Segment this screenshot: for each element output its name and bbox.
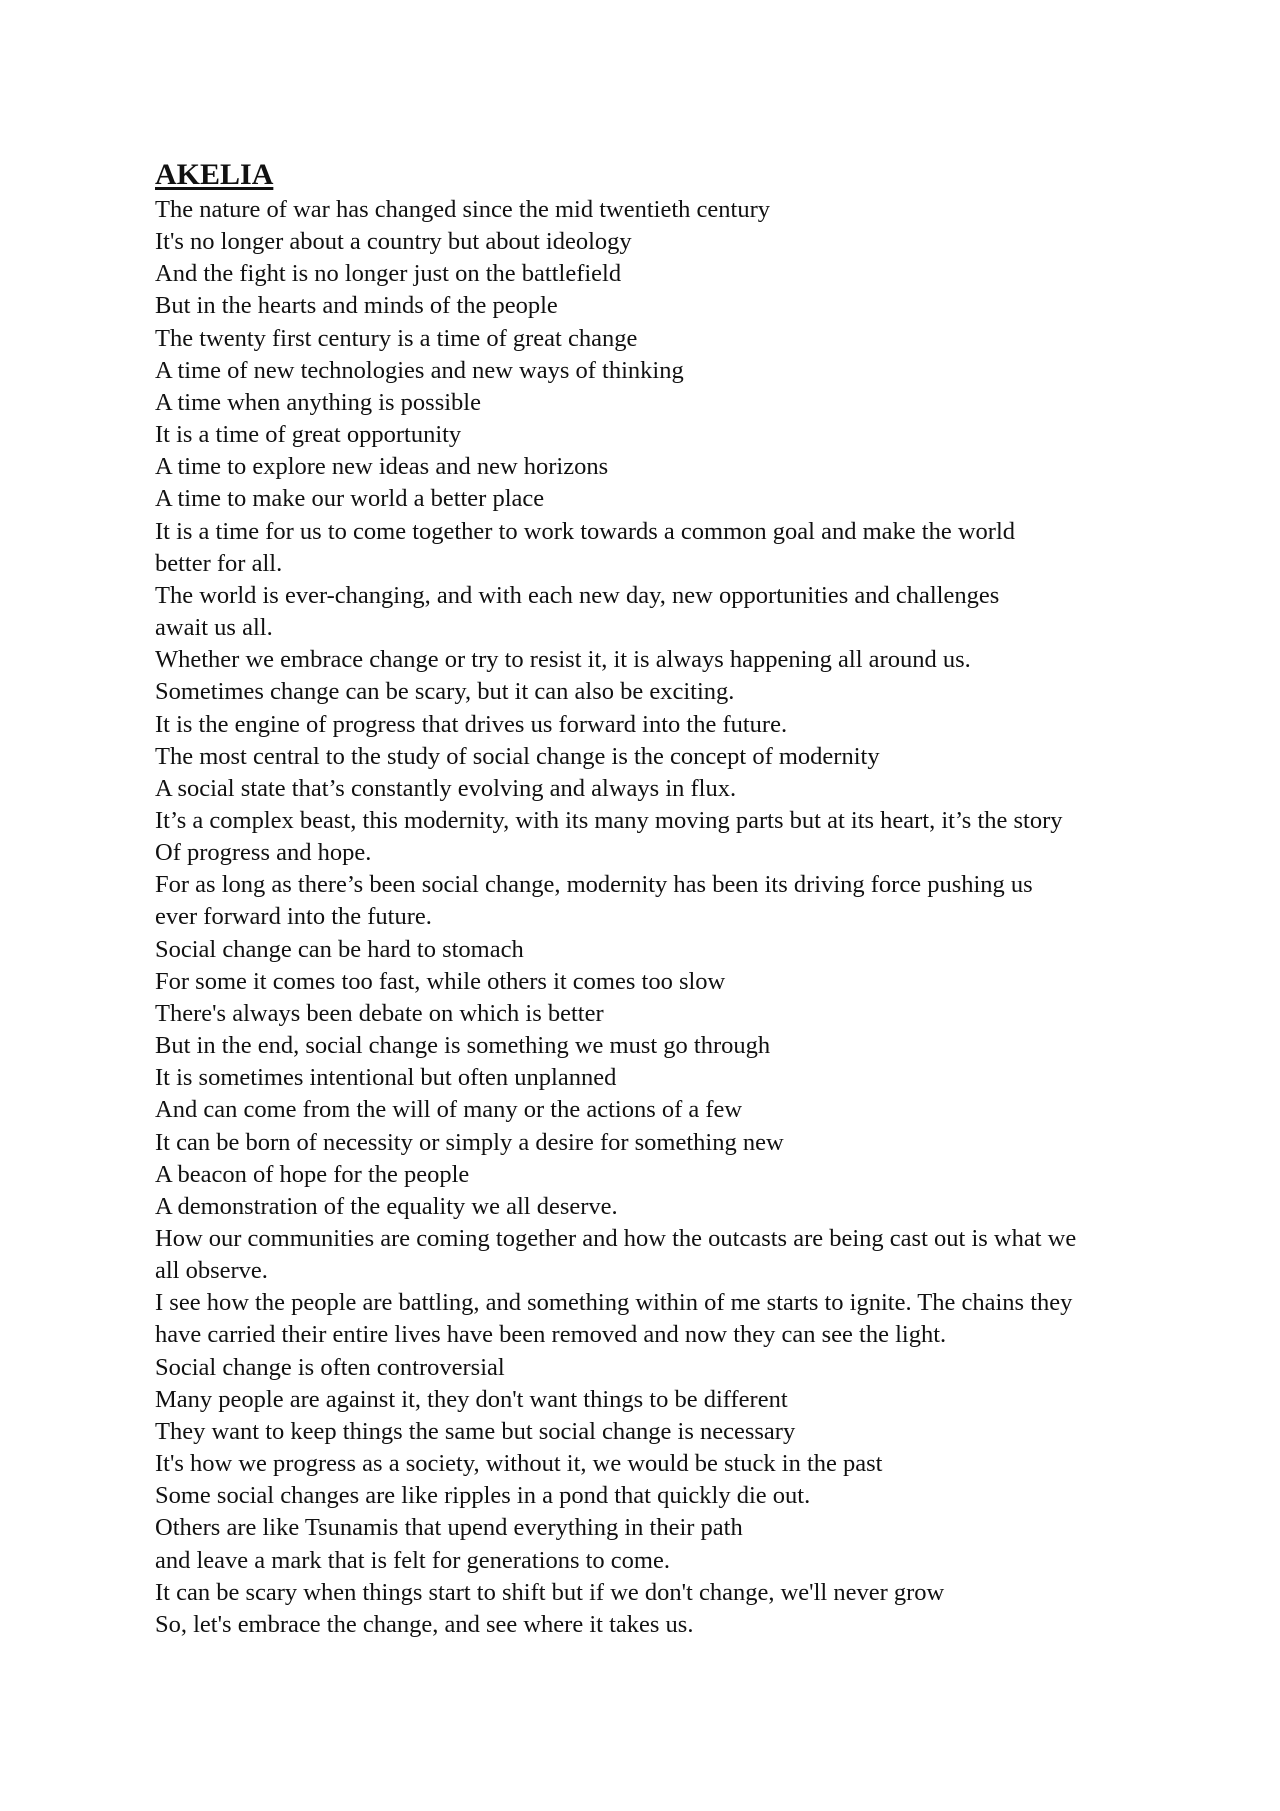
text-line: There's always been debate on which is better <box>155 999 604 1027</box>
text-line: For some it comes too fast, while others it comes too slow <box>155 967 726 995</box>
text-line: Sometimes change can be scary, but it can also be exciting. <box>155 678 735 706</box>
text-line: It's no longer about a country but about ideology <box>155 228 632 256</box>
text-line: The nature of war has changed since the mid twentieth century <box>155 196 770 223</box>
text-line: A demonstration of the equality we all deserve. <box>155 1192 618 1220</box>
text-line: A time when anything is possible <box>155 388 481 416</box>
text-line: And the fight is no longer just on the battlefield <box>155 260 622 288</box>
text-line: For as long as there’s been social change, modernity has been its driving force pushing us <box>155 871 1033 899</box>
text-line: Social change is often controversial <box>155 1353 505 1381</box>
text-line: So, let's embrace the change, and see where it takes us. <box>155 1610 694 1638</box>
text-line: How our communities are coming together and how the outcasts are being cast out is what we <box>155 1225 1077 1252</box>
text-line: It can be scary when things start to shift but if we don't change, we'll never grow <box>155 1578 945 1606</box>
text-line: The world is ever-changing, and with each new day, new opportunities and challenges <box>155 581 1000 609</box>
text-line: have carried their entire lives have been removed and now they can see the light. <box>155 1321 947 1349</box>
text-line: Of progress and hope. <box>155 839 372 867</box>
text-line: Many people are against it, they don't want things to be different <box>155 1385 788 1413</box>
text-line: They want to keep things the same but social change is necessary <box>155 1417 796 1445</box>
text-line: await us all. <box>155 614 273 642</box>
text-line: Social change can be hard to stomach <box>155 935 524 963</box>
text-line: Whether we embrace change or try to resist it, it is always happening all around us. <box>155 646 971 674</box>
text-line: It is a time of great opportunity <box>155 421 462 449</box>
text-line: It is a time for us to come together to work towards a common goal and make the world <box>155 517 1016 545</box>
poem-text <box>155 194 1155 1641</box>
text-line: I see how the people are battling, and something within of me starts to ignite. The chains they <box>155 1289 1073 1317</box>
text-line: A time of new technologies and new ways of thinking <box>155 356 684 384</box>
text-line: A time to make our world a better place <box>155 485 545 513</box>
text-line: It is the engine of progress that drives us forward into the future. <box>155 710 788 738</box>
text-line: It is sometimes intentional but often unplanned <box>155 1064 617 1092</box>
text-line: It can be born of necessity or simply a desire for something new <box>155 1128 784 1156</box>
text-line: A social state that’s constantly evolving and always in flux. <box>155 774 737 802</box>
text-line: And can come from the will of many or the actions of a few <box>155 1096 743 1124</box>
text-line: It's how we progress as a society, without it, we would be stuck in the past <box>155 1450 883 1478</box>
text-line: A beacon of hope for the people <box>155 1160 470 1188</box>
text-line: But in the end, social change is something we must go through <box>155 1032 771 1060</box>
text-line: ever forward into the future. <box>155 903 432 931</box>
document-body <box>155 156 1155 1641</box>
text-line: better for all. <box>155 549 283 577</box>
text-line: A time to explore new ideas and new horizons <box>155 453 609 481</box>
text-line: The most central to the study of social change is the concept of modernity <box>155 742 880 770</box>
text-line: The twenty first century is a time of great change <box>155 324 638 352</box>
text-line: all observe. <box>155 1257 268 1285</box>
text-line: It’s a complex beast, this modernity, with its many moving parts but at its heart, it’s the story <box>155 806 1063 834</box>
text-line: Some social changes are like ripples in a pond that quickly die out. <box>155 1482 811 1510</box>
text-line: and leave a mark that is felt for generations to come. <box>155 1546 670 1574</box>
text-line: Others are like Tsunamis that upend everything in their path <box>155 1514 743 1542</box>
document-title: AKELIA <box>155 158 274 191</box>
text-line: But in the hearts and minds of the people <box>155 292 558 320</box>
